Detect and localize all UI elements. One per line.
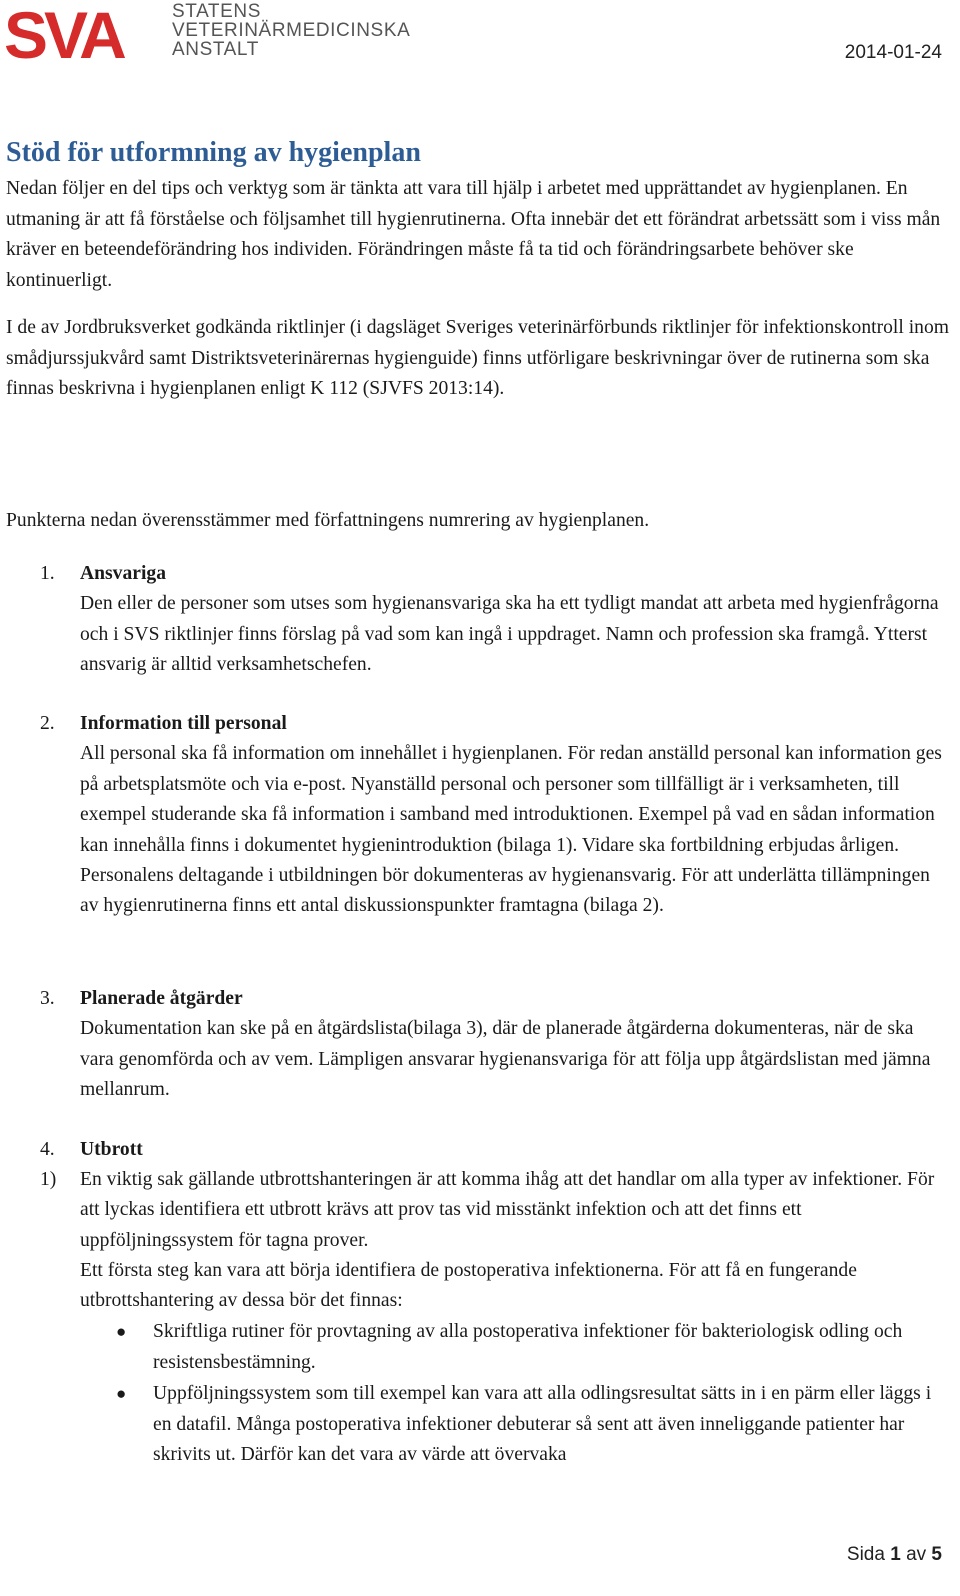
document-date: 2014-01-24 [844, 42, 942, 63]
intro-paragraph: Nedan följer en del tips och verktyg som är tänkta att vara till hjälp i arbetet med upprättandet av hygienplanen. En utmaning är att få förståelse och följsamhet till hygienrutinerna. Ofta innebär det ett förändrat arbetssätt som i viss mån kräver en beteendeförändring hos individen. Förändringen måste få ta tid och förändringsarbete behöver ske kontinuerligt. [6, 178, 941, 291]
page-current: 1 [890, 1544, 901, 1565]
outbreak-item-text-2: Ett första steg kan vara att börja identifiera de postoperativa infektionerna. För att få en fungerande utbrottshantering av dessa bör det finnas: [80, 1260, 857, 1312]
page-header [0, 0, 960, 80]
logo-letters: SVA [4, 2, 123, 64]
bullet-icon: ● [116, 1384, 127, 1403]
of-word: av [906, 1544, 927, 1565]
logo-line-2: VETERINÄRMEDICINSKA [172, 20, 411, 41]
outbreak-item-number: 1) [40, 1169, 57, 1190]
section-title: Planerade åtgärder [80, 988, 243, 1009]
section-body: All personal ska få information om innehållet i hygienplanen. För redan anställd personal kan information ges på arbetsplatsmöte och via e-post. Nyanställd personal och personer som tillfälligt är i verksamheten, till exempel studerande ska få information i samband med introduktionen. Exempel på vad en sådan information kan innehålla finns i dokumentet hygienintroduktion (bilaga 1). Vidare ska fortbildning erbjudas årligen. Personalens deltagande i utbildningen bör dokumenteras av hygienansvarig. För att underlätta tillämpningen av hygienrutinerna finns ett antal diskussionspunkter framtagna (bilaga 2). [80, 743, 942, 917]
list-item-text: Skriftliga rutiner för provtagning av alla postoperativa infektioner för bakteriologisk odling och resistensbestämning. [153, 1321, 903, 1373]
logo-wordmark [172, 2, 410, 59]
section-number: 3. [40, 988, 55, 1009]
section-body: Den eller de personer som utses som hygienansvariga ska ha ett tydligt mandat att arbeta med hygienfrågorna och i SVS riktlinjer finns förslag på vad som kan ingå i uppdraget. Namn och profession ska framgå. Ytterst ansvarig är alltid verksamhetschefen. [80, 593, 939, 676]
section-body: Dokumentation kan ske på en åtgärdslista(bilaga 3), där de planerade åtgärderna dokumenteras, när de ska vara genomförda och av vem. Lämpligen ansvarar hygienansvariga för att följa upp åtgärdslistan med jämna mellanrum. [80, 1018, 931, 1101]
section-number: 2. [40, 713, 55, 734]
page-word: Sida [846, 1544, 885, 1565]
page-total: 5 [931, 1544, 942, 1565]
guidelines-paragraph: I de av Jordbruksverket godkända riktlinjer (i dagsläget Sveriges veterinärförbunds riktlinjer för infektionskontroll inom smådjurssjukvård samt Distriktsveterinärernas hygienguide) finns utförligare beskrivningar över de rutinerna som ska finnas beskrivna i hygienplanen enligt K 112 (SJVFS 2013:14). [6, 317, 949, 400]
section-title: Information till personal [80, 713, 287, 734]
list-item-text: Uppföljningssystem som till exempel kan vara att alla odlingsresultat sätts in i en pärm eller läggs i en datafil. Många postoperativa infektioner debuterar så sent att även inneliggande patienter har skrivits ut. Därför kan det vara av värde att övervaka [153, 1383, 932, 1466]
document-title: Stöd för utformning av hygienplan [6, 137, 421, 168]
section-title: Ansvariga [80, 563, 167, 584]
sva-logo [4, 2, 164, 69]
section-title: Utbrott [80, 1139, 143, 1160]
section-number: 4. [40, 1139, 55, 1160]
sva-logo-mark [4, 2, 164, 64]
section-number: 1. [40, 563, 55, 584]
bullet-icon: ● [116, 1322, 127, 1341]
outbreak-item-text: En viktig sak gällande utbrottshanteringen är att komma ihåg att det handlar om alla typer av infektioner. För att lyckas identifiera ett utbrott krävs att prov tas vid misstänkt infektion och att det finns ett uppföljningssystem för tagna prover. [80, 1169, 935, 1251]
logo-line-1: STATENS [172, 1, 262, 22]
logo-line-3: ANSTALT [172, 39, 259, 60]
page-footer [847, 1544, 942, 1566]
numbering-paragraph: Punkterna nedan överensstämmer med författningens numrering av hygienplanen. [6, 510, 650, 531]
